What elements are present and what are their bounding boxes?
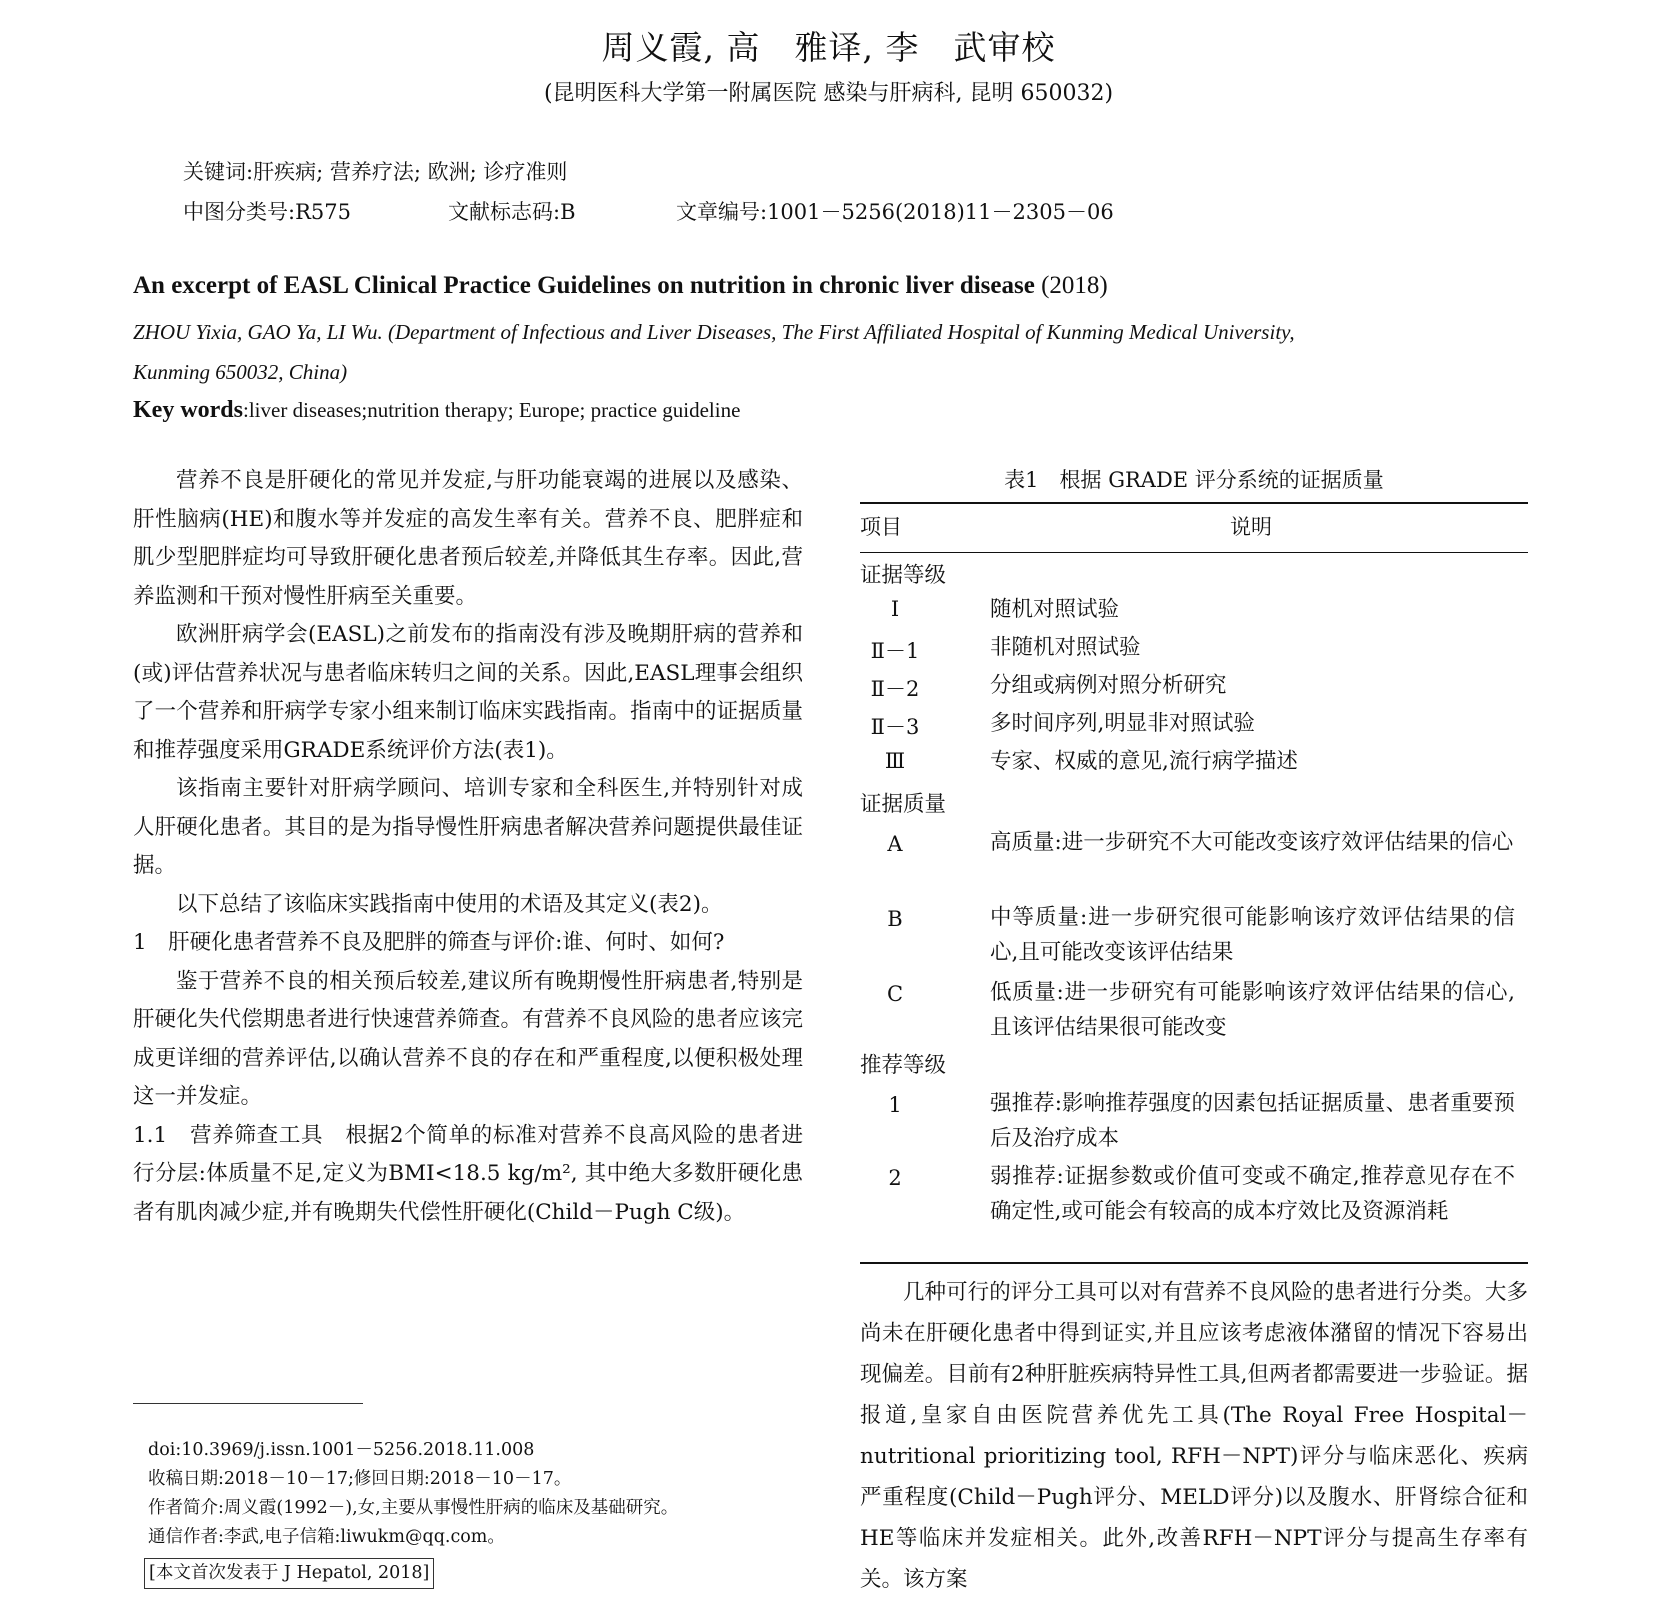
- table-code: 1: [888, 1093, 902, 1117]
- table-desc: 非随机对照试验: [990, 635, 1141, 660]
- table-code: Ⅰ: [890, 597, 900, 621]
- footnotes: [148, 1436, 678, 1589]
- paragraph-4: 以下总结了该临床实践指南中使用的术语及其定义(表2)。: [176, 891, 723, 917]
- author-bio: 作者简介:周义霞(1992－),女,主要从事慢性肝病的临床及基础研究。: [148, 1498, 679, 1518]
- table-code: A: [887, 832, 903, 856]
- table-code: Ⅱ－2: [870, 677, 920, 701]
- table-desc: 随机对照试验: [990, 597, 1120, 622]
- table-code: B: [887, 907, 903, 931]
- table-header-desc: 说明: [1230, 515, 1272, 539]
- english-title-text: An excerpt of EASL Clinical Practice Guidelines on nutrition in chronic liver disease: [133, 272, 1035, 299]
- table-desc: 高质量:进一步研究不大可能改变该疗效评估结果的信心: [990, 830, 1514, 855]
- table-group-evidence-quality: 证据质量: [860, 792, 947, 817]
- table-desc: 中等质量:进一步研究很可能影响该疗效评估结果的信心,且可能改变该评估结果: [990, 905, 1515, 965]
- cn-keywords: 关键词:肝疾病; 营养疗法; 欧洲; 诊疗准则: [183, 160, 568, 184]
- document-code: 文献标志码:B: [448, 200, 576, 224]
- english-keywords: [133, 397, 740, 424]
- keywords-label: Key words: [133, 397, 243, 423]
- table-title: 表1 根据 GRADE 评分系统的证据质量: [1004, 468, 1384, 492]
- corresponding-author: 通信作者:李武,电子信箱:liwukm@qq.com。: [148, 1527, 505, 1547]
- table-code: Ⅲ: [884, 749, 906, 773]
- english-authors-line1: ZHOU Yixia, GAO Ya, LI Wu. (Department of Infectious and Liver Diseases, The First Affiliated Hospital of Kunming Medical University,: [133, 320, 1295, 344]
- table-code: C: [886, 982, 904, 1006]
- section-heading-1: 1 肝硬化患者营养不良及肥胖的筛查与评价:谁、何时、如何?: [133, 930, 725, 955]
- paragraph-2: 欧洲肝病学会(EASL)之前发布的指南没有涉及晚期肝病的营养和(或)评估营养状况与患者临床转归之间的关系。因此,EASL理事会组织了一个营养和肝病学专家小组来制订临床实践指南。指南中的证据质量和推荐强度采用GRADE系统评价方法(表1)。: [133, 622, 803, 763]
- paragraph-1: 营养不良是肝硬化的常见并发症,与肝功能衰竭的进展以及感染、肝性脑病(HE)和腹水等并发症的高发生率有关。营养不良、肥胖症和肌少型肥胖症均可导致肝硬化患者预后较差,并降低其生存率。因此,营养监测和干预对慢性肝病至关重要。: [133, 468, 803, 609]
- source-note: [本文首次发表于 J Hepatol, 2018]: [144, 1558, 434, 1589]
- paragraph-6: 1.1 营养筛查工具 根据2个简单的标准对营养不良高风险的患者进行分层:体质量不足,定义为BMI<18.5 kg/m², 其中绝大多数肝硬化患者有肌肉减少症,并有晚期失代偿性肝硬化(Child－Pugh C级)。: [133, 1122, 803, 1225]
- table-group-recommendation: 推荐等级: [860, 1053, 947, 1078]
- table-desc: 专家、权威的意见,流行病学描述: [990, 749, 1298, 774]
- paragraph-right-1: 几种可行的评分工具可以对有营养不良风险的患者进行分类。大多尚未在肝硬化患者中得到证实,并且应该考虑液体潴留的情况下容易出现偏差。目前有2种肝脏疾病特异性工具,但两者都需要进一步验证。据报道,皇家自由医院营养优先工具(The Royal Free Hospital－nutritional prioritizing tool, RFH－NPT)评分与临床恶化、疾病严重程度(Child－Pugh评分、MELD评分)以及腹水、肝肾综合征和HE等临床并发症相关。此外,改善RFH－NPT评分与提高生存率有关。该方案: [860, 1280, 1528, 1592]
- right-column: [860, 1272, 1528, 1600]
- paragraph-5: 鉴于营养不良的相关预后较差,建议所有晚期慢性肝病患者,特别是肝硬化失代偿期患者进行快速营养筛查。有营养不良风险的患者应该完成更详细的营养评估,以确认营养不良的存在和严重程度,以便积极处理这一并发症。: [133, 968, 803, 1109]
- affiliation: (昆明医科大学第一附属医院 感染与肝病科, 昆明 650032): [543, 81, 1114, 106]
- english-title: [133, 272, 1108, 300]
- footnote-divider: [133, 1403, 363, 1404]
- table-top-rule: [860, 502, 1528, 504]
- table-code: 2: [888, 1166, 902, 1190]
- table-header-item: 项目: [860, 515, 902, 539]
- paragraph-3: 该指南主要针对肝病学顾问、培训专家和全科医生,并特别针对成人肝硬化患者。其目的是为指导慢性肝病患者解决营养问题提供最佳证据。: [133, 776, 803, 878]
- table-desc: 弱推荐:证据参数或价值可变或不确定,推荐意见存在不确定性,或可能会有较高的成本疗效比及资源消耗: [990, 1164, 1515, 1224]
- classification-number: 中图分类号:R575: [183, 200, 351, 224]
- english-title-year: (2018): [1041, 272, 1108, 299]
- table-code: Ⅱ－3: [870, 715, 920, 739]
- table-desc: 低质量:进一步研究有可能影响该疗效评估结果的信心,且该评估结果很可能改变: [990, 980, 1515, 1040]
- english-authors-line2: Kunming 650032, China): [133, 360, 348, 384]
- received-dates: 收稿日期:2018－10－17;修回日期:2018－10－17。: [148, 1469, 572, 1489]
- table-code: Ⅱ－1: [870, 639, 920, 663]
- doi: doi:10.3969/j.issn.1001－5256.2018.11.008: [148, 1440, 535, 1460]
- table-bottom-rule: [860, 1262, 1528, 1264]
- table-desc: 分组或病例对照分析研究: [990, 673, 1227, 698]
- left-column: [133, 462, 803, 1232]
- keywords-text: :liver diseases;nutrition therapy; Europe; practice guideline: [243, 398, 741, 422]
- article-number: 文章编号:1001－5256(2018)11－2305－06: [676, 200, 1114, 224]
- table-group-evidence-level: 证据等级: [860, 563, 947, 588]
- table-desc: 强推荐:影响推荐强度的因素包括证据质量、患者重要预后及治疗成本: [990, 1091, 1515, 1151]
- table-header-rule: [860, 552, 1528, 553]
- authors: 周义霞, 高 雅译, 李 武审校: [601, 28, 1056, 67]
- table-desc: 多时间序列,明显非对照试验: [990, 711, 1255, 736]
